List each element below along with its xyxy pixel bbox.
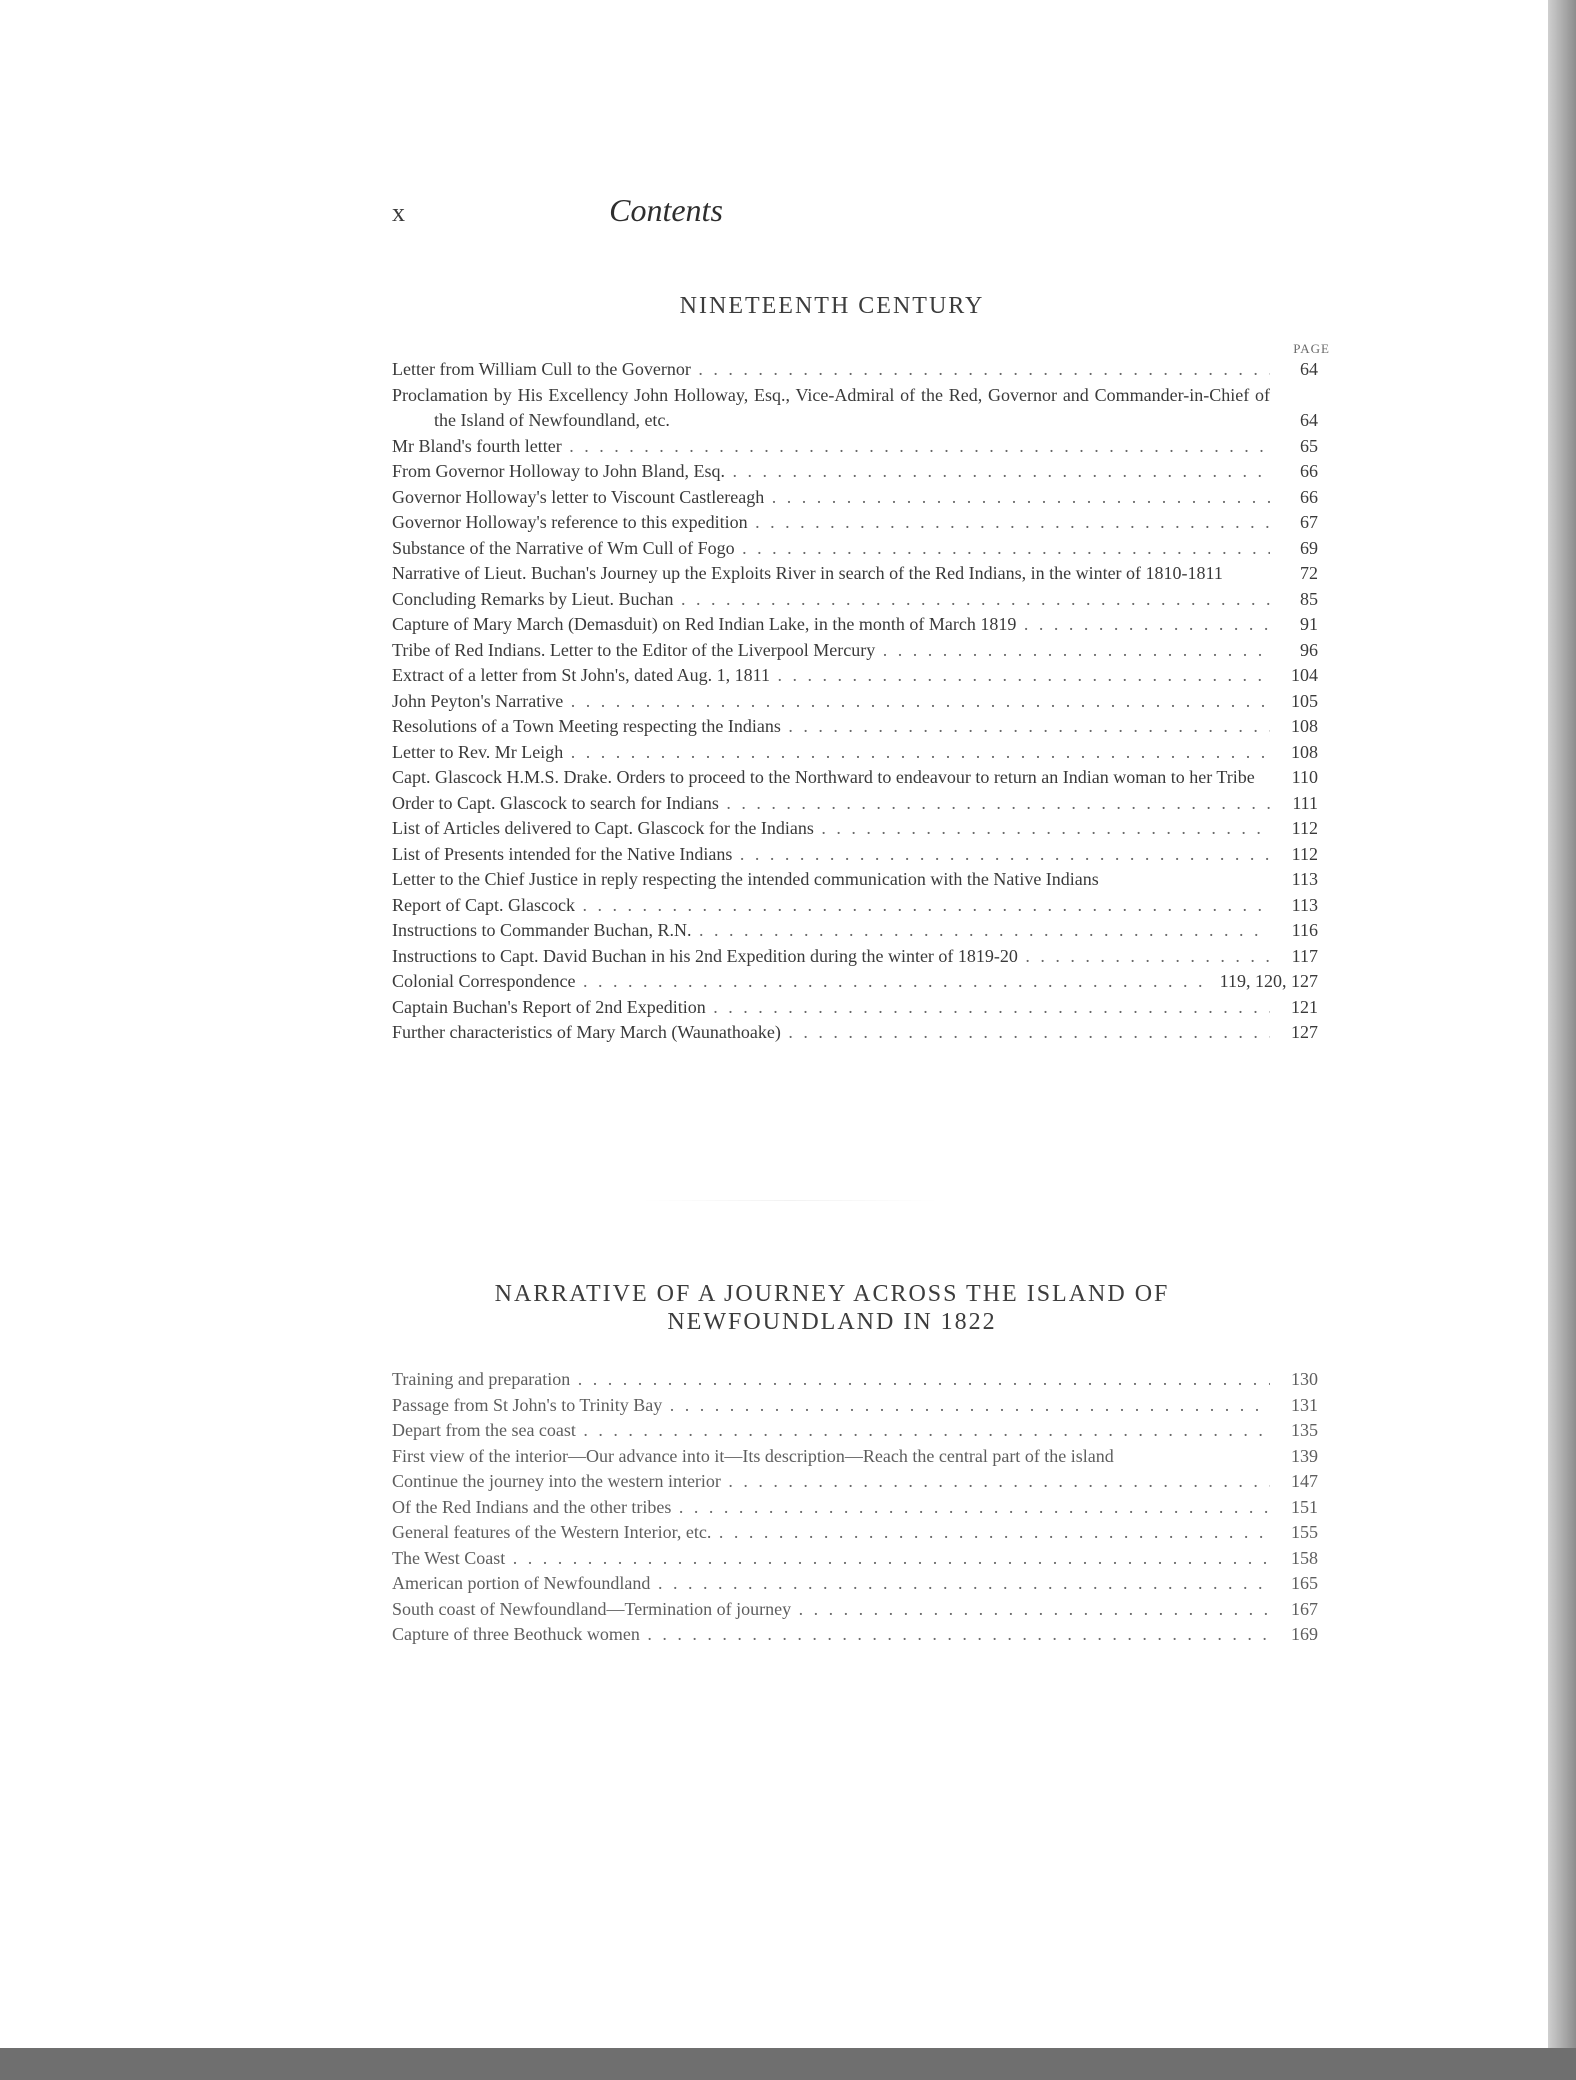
- toc-entry-page: 165: [1270, 1571, 1318, 1597]
- toc-entry-page: 167: [1270, 1597, 1318, 1623]
- toc-entry-title: American portion of Newfoundland . .: [392, 1571, 1270, 1597]
- scan-bottom-edge: [0, 2048, 1576, 2080]
- toc-entry: [392, 357, 1332, 383]
- toc-entry: [392, 459, 1332, 485]
- toc-entry: [392, 689, 1332, 715]
- toc-entry: [392, 1571, 1332, 1597]
- toc-entry: [392, 1495, 1332, 1521]
- toc-entry: [392, 842, 1332, 868]
- toc-entry-title: Capture of Mary March (Demasduit) on Red Indian Lake, in the month of March 1819 . .: [392, 612, 1270, 638]
- toc-entry-title: List of Articles delivered to Capt. Glascock for the Indians . .: [392, 816, 1270, 842]
- toc-entry: [392, 1020, 1332, 1046]
- toc-entry: [392, 612, 1332, 638]
- section-heading-line: NARRATIVE OF A JOURNEY ACROSS THE ISLAND OF: [494, 1281, 1170, 1307]
- toc-entry-page: 65: [1270, 434, 1318, 460]
- toc-entry: [392, 510, 1332, 536]
- toc-entry-page: 72: [1270, 561, 1318, 587]
- toc-entry-title: Letter to the Chief Justice in reply respecting the intended communication with the Native Indians: [392, 869, 1099, 889]
- toc-entry-title: Of the Red Indians and the other tribes . .: [392, 1495, 1270, 1521]
- toc-entry-page: 169: [1270, 1622, 1318, 1648]
- toc-entry-page: 113: [1270, 893, 1318, 919]
- toc-entry-title: John Peyton's Narrative . .: [392, 689, 1270, 715]
- toc-entry: [392, 1367, 1332, 1393]
- toc-entry-title: Governor Holloway's letter to Viscount Castlereagh . .: [392, 485, 1270, 511]
- toc-entry: [392, 383, 1332, 434]
- toc-entry-title: General features of the Western Interior, etc. . .: [392, 1520, 1270, 1546]
- toc-entry-page: 111: [1270, 791, 1318, 817]
- toc-entry-title: Concluding Remarks by Lieut. Buchan . .: [392, 587, 1270, 613]
- toc-entry-page: 64: [1270, 408, 1318, 434]
- toc-entry-page: 158: [1270, 1546, 1318, 1572]
- toc-list-nineteenth-century: [392, 357, 1332, 1046]
- toc-entry: [392, 969, 1332, 995]
- toc-entry: [392, 918, 1332, 944]
- toc-entry-page: 139: [1270, 1444, 1318, 1470]
- toc-entry-page: 130: [1270, 1367, 1318, 1393]
- toc-entry-page: 69: [1270, 536, 1318, 562]
- toc-entry-title: Instructions to Commander Buchan, R.N. . .: [392, 918, 1270, 944]
- toc-entry-title: Tribe of Red Indians. Letter to the Editor of the Liverpool Mercury . .: [392, 638, 1270, 664]
- toc-entry: [392, 1469, 1332, 1495]
- toc-entry-page: 85: [1270, 587, 1318, 613]
- toc-entry-page: 121: [1270, 995, 1318, 1021]
- toc-entry: [392, 1597, 1332, 1623]
- toc-entry-page: 147: [1270, 1469, 1318, 1495]
- toc-entry-title: Report of Capt. Glascock . .: [392, 893, 1270, 919]
- toc-entry: [392, 995, 1332, 1021]
- section-heading-narrative: [392, 1280, 1272, 1336]
- toc-entry: [392, 587, 1332, 613]
- toc-entry: [392, 714, 1332, 740]
- toc-entry-page: 64: [1270, 357, 1318, 383]
- toc-entry: [392, 1622, 1332, 1648]
- toc-entry-page: 112: [1270, 842, 1318, 868]
- toc-entry: [392, 1418, 1332, 1444]
- toc-list-narrative: [392, 1367, 1332, 1648]
- toc-entry-title: Capture of three Beothuck women . .: [392, 1622, 1270, 1648]
- toc-entry: [392, 1444, 1332, 1470]
- toc-entry-title: Passage from St John's to Trinity Bay . .: [392, 1393, 1270, 1419]
- toc-entry-page: 151: [1270, 1495, 1318, 1521]
- toc-entry: [392, 1520, 1332, 1546]
- toc-entry-title: Narrative of Lieut. Buchan's Journey up the Exploits River in search of the Red Indians, in the winter of 1810-1811: [392, 563, 1223, 583]
- toc-entry: [392, 1393, 1332, 1419]
- toc-entry-title: Further characteristics of Mary March (Waunathoake) . .: [392, 1020, 1270, 1046]
- running-head: [392, 192, 940, 232]
- toc-entry-title: Substance of the Narrative of Wm Cull of Fogo . .: [392, 536, 1270, 562]
- toc-entry-page: 96: [1270, 638, 1318, 664]
- toc-entry-title: Order to Capt. Glascock to search for Indians . .: [392, 791, 1270, 817]
- toc-entry: [392, 663, 1332, 689]
- toc-entry-title: Capt. Glascock H.M.S. Drake. Orders to proceed to the Northward to endeavour to return an Indian woman to her Tribe: [392, 767, 1255, 787]
- toc-entry-page: 108: [1270, 714, 1318, 740]
- toc-entry: [392, 893, 1332, 919]
- toc-entry: [392, 944, 1332, 970]
- toc-entry-page: 127: [1270, 1020, 1318, 1046]
- toc-entry-page: 91: [1270, 612, 1318, 638]
- toc-entry-page: 66: [1270, 459, 1318, 485]
- toc-entry: [392, 791, 1332, 817]
- toc-entry-page: 119, 120, 127: [1212, 969, 1318, 995]
- section-heading-line: NEWFOUNDLAND IN 1822: [667, 1309, 997, 1335]
- toc-entry-page: 113: [1270, 867, 1318, 893]
- toc-entry-title: From Governor Holloway to John Bland, Esq. . .: [392, 459, 1270, 485]
- toc-entry: [392, 1546, 1332, 1572]
- toc-entry-page: 131: [1270, 1393, 1318, 1419]
- toc-entry-page: 105: [1270, 689, 1318, 715]
- page-column-label: PAGE: [1293, 341, 1330, 356]
- toc-entry: [392, 485, 1332, 511]
- toc-entry-title: South coast of Newfoundland—Termination of journey . .: [392, 1597, 1270, 1623]
- toc-entry: [392, 740, 1332, 766]
- section-divider: [640, 1200, 940, 1201]
- toc-entry: [392, 561, 1332, 587]
- page-folio: x: [392, 198, 406, 227]
- toc-entry-title: Instructions to Capt. David Buchan in his 2nd Expedition during the winter of 1819-20 . .: [392, 944, 1270, 970]
- toc-entry-page: 117: [1270, 944, 1318, 970]
- toc-entry-title: Resolutions of a Town Meeting respecting the Indians . .: [392, 714, 1270, 740]
- toc-entry-title: Governor Holloway's reference to this expedition . .: [392, 510, 1270, 536]
- toc-entry-page: 66: [1270, 485, 1318, 511]
- toc-entry-title: List of Presents intended for the Native Indians . .: [392, 842, 1270, 868]
- page-edge-shadow: [1548, 0, 1576, 2080]
- toc-entry-title: Continue the journey into the western interior . .: [392, 1469, 1270, 1495]
- toc-entry: [392, 816, 1332, 842]
- toc-entry-page: 135: [1270, 1418, 1318, 1444]
- toc-entry-page: 116: [1270, 918, 1318, 944]
- toc-entry-page: 155: [1270, 1520, 1318, 1546]
- toc-entry: [392, 765, 1332, 791]
- toc-entry-title: Letter to Rev. Mr Leigh . .: [392, 740, 1270, 766]
- toc-entry: [392, 867, 1332, 893]
- page-title: Contents: [609, 192, 723, 228]
- toc-entry-page: 108: [1270, 740, 1318, 766]
- section-heading-nineteenth-century: NINETEENTH CENTURY: [679, 293, 985, 319]
- toc-entry-title: Training and preparation . .: [392, 1367, 1270, 1393]
- toc-entry: [392, 638, 1332, 664]
- toc-entry-title: Proclamation by His Excellency John Holloway, Esq., Vice-Admiral of the Red, Governor and Commander-in-Chief of the Island of Newfoundland, etc.: [392, 384, 1270, 430]
- toc-entry-title: Letter from William Cull to the Governor . .: [392, 357, 1270, 383]
- toc-entry-title: Extract of a letter from St John's, dated Aug. 1, 1811 . .: [392, 663, 1270, 689]
- toc-entry-page: 112: [1270, 816, 1318, 842]
- toc-entry-title: Captain Buchan's Report of 2nd Expedition . .: [392, 995, 1270, 1021]
- toc-entry: [392, 434, 1332, 460]
- toc-entry-page: 110: [1270, 765, 1318, 791]
- toc-entry-title: Colonial Correspondence . .: [392, 969, 1212, 995]
- toc-entry-title: Depart from the sea coast . .: [392, 1418, 1270, 1444]
- toc-entry-title: Mr Bland's fourth letter . .: [392, 434, 1270, 460]
- toc-entry: [392, 536, 1332, 562]
- toc-entry-title: The West Coast . .: [392, 1546, 1270, 1572]
- toc-entry-page: 104: [1270, 663, 1318, 689]
- toc-entry-title: First view of the interior—Our advance into it—Its description—Reach the central part of the island: [392, 1445, 1114, 1466]
- toc-entry-page: 67: [1270, 510, 1318, 536]
